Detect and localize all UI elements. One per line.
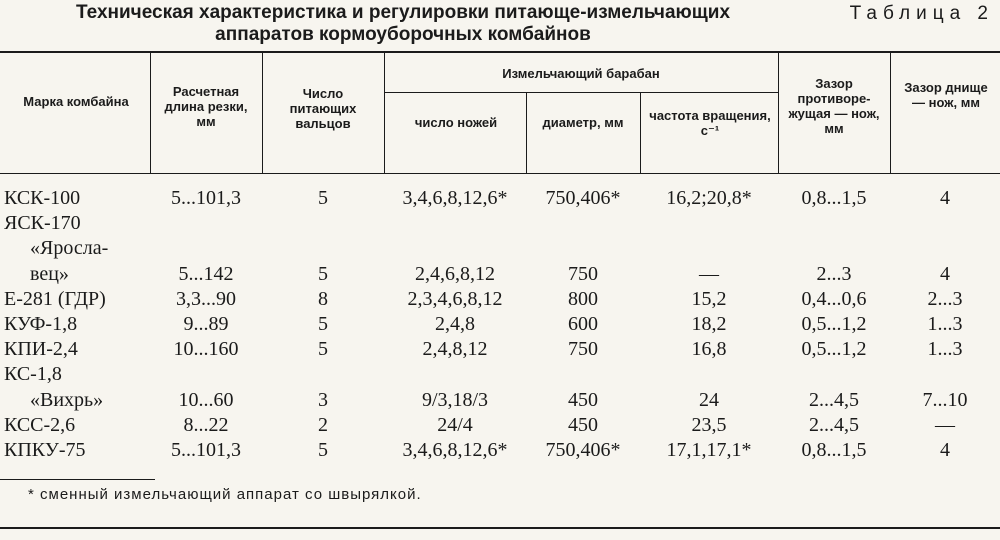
header-divider [526, 93, 527, 173]
table-cell-diam: 450 [568, 389, 598, 411]
table-title [8, 2, 798, 46]
table-cell-diam: 750 [568, 338, 598, 360]
header-gap-bottom-knife: Зазор днище — нож, мм [904, 80, 988, 110]
table-cell-gap1: 0,5...1,2 [801, 313, 867, 335]
header-divider [890, 53, 891, 173]
header-cut-length: Расчетная длина резки, мм [164, 84, 248, 129]
table-cell-cut: 8...22 [183, 414, 229, 436]
table-number: Таблица 2 [849, 3, 994, 24]
title-line-1: Техническая характеристика и регулировки питающе-измельчающих [75, 2, 731, 23]
title-line-2: аппаратов кормоуборочных комбайнов [215, 24, 591, 45]
table-cell-freq: 18,2 [691, 313, 727, 335]
table-cell-rolls: 5 [318, 338, 328, 360]
table-cell-brand: вец» [30, 263, 69, 285]
table-cell-knives: 2,3,4,6,8,12 [407, 288, 503, 310]
table-cell-freq: 24 [699, 389, 719, 411]
table-cell-gap2: 1...3 [927, 338, 963, 360]
header-divider [384, 53, 385, 173]
table-cell-brand: КС-1,8 [4, 363, 62, 385]
header-drum-group: Измельчающий барабан [502, 66, 660, 81]
table-cell-cut: 5...101,3 [171, 187, 241, 209]
table-cell-brand: КСК-100 [4, 187, 81, 209]
table-cell-rolls: 8 [318, 288, 328, 310]
table-cell-gap2: — [935, 414, 955, 436]
header-divider [778, 53, 779, 173]
header-diameter: диаметр, мм [542, 115, 624, 130]
table-cell-knives: 2,4,6,8,12 [415, 263, 495, 285]
table-cell-diam: 600 [568, 313, 598, 335]
table-cell-brand: ЯСК-170 [4, 212, 81, 234]
table-cell-freq: 16,8 [691, 338, 727, 360]
table-cell-freq: 16,2;20,8* [666, 187, 752, 209]
table-cell-gap2: 1...3 [927, 313, 963, 335]
header-bottom-rule [0, 173, 1000, 174]
table-cell-gap2: 4 [940, 187, 950, 209]
table-cell-brand: КУФ-1,8 [4, 313, 78, 335]
footnote-rule [0, 479, 155, 480]
table-cell-rolls: 5 [318, 263, 328, 285]
header-gap-counter-knife: Зазор противоре-жущая — нож, мм [788, 76, 880, 136]
table-cell-knives: 3,4,6,8,12,6* [402, 187, 508, 209]
header-divider [262, 53, 263, 173]
table-cell-brand: «Яросла- [30, 237, 109, 259]
table-cell-gap1: 2...4,5 [809, 414, 859, 436]
table-cell-brand: КСС-2,6 [4, 414, 76, 436]
table-cell-gap2: 4 [940, 263, 950, 285]
table-cell-gap1: 2...4,5 [809, 389, 859, 411]
bottom-rule [0, 527, 1000, 529]
drum-subheader-rule [384, 92, 778, 93]
table-cell-rolls: 5 [318, 187, 328, 209]
table-cell-freq: — [699, 263, 719, 285]
header-divider [640, 93, 641, 173]
table-cell-diam: 750,406* [545, 187, 621, 209]
table-cell-knives: 2,4,8 [435, 313, 475, 335]
table-cell-gap1: 0,5...1,2 [801, 338, 867, 360]
table-cell-brand: КПИ-2,4 [4, 338, 78, 360]
table-cell-gap2: 4 [940, 439, 950, 461]
table-cell-gap1: 2...3 [816, 263, 852, 285]
table-cell-freq: 23,5 [691, 414, 727, 436]
table-cell-rolls: 2 [318, 414, 328, 436]
table-cell-gap2: 7...10 [922, 389, 968, 411]
table-cell-diam: 750,406* [545, 439, 621, 461]
table-cell-knives: 2,4,8,12 [422, 338, 488, 360]
table-cell-cut: 10...60 [178, 389, 234, 411]
table-cell-diam: 800 [568, 288, 598, 310]
header-frequency: частота вращения, с⁻¹ [649, 108, 771, 138]
table-cell-gap1: 0,4...0,6 [801, 288, 867, 310]
table-cell-rolls: 5 [318, 313, 328, 335]
footnote: * сменный измельчающий аппарат со швырялкой. [28, 486, 422, 503]
table-cell-cut: 10...160 [173, 338, 239, 360]
table-cell-brand: «Вихрь» [30, 389, 104, 411]
header-feed-rolls: Число питающих вальцов [289, 86, 357, 131]
table-cell-knives: 9/3,18/3 [421, 389, 489, 411]
table-cell-knives: 24/4 [437, 414, 473, 436]
table-cell-cut: 3,3...90 [176, 288, 236, 310]
table-cell-cut: 5...101,3 [171, 439, 241, 461]
table-cell-rolls: 3 [318, 389, 328, 411]
table-cell-freq: 17,1,17,1* [666, 439, 752, 461]
table-cell-freq: 15,2 [691, 288, 727, 310]
table-cell-cut: 9...89 [183, 313, 229, 335]
table-cell-brand: Е-281 (ГДР) [4, 288, 106, 310]
table-cell-gap1: 0,8...1,5 [801, 439, 867, 461]
table-cell-gap1: 0,8...1,5 [801, 187, 867, 209]
header-divider [150, 53, 151, 173]
header-brand: Марка комбайна [23, 94, 129, 109]
table-cell-rolls: 5 [318, 439, 328, 461]
table-cell-cut: 5...142 [178, 263, 234, 285]
table-cell-brand: КПКУ-75 [4, 439, 86, 461]
table-cell-gap2: 2...3 [927, 288, 963, 310]
header-knives: число ножей [414, 115, 498, 130]
table-cell-diam: 750 [568, 263, 598, 285]
table-cell-diam: 450 [568, 414, 598, 436]
table-cell-knives: 3,4,6,8,12,6* [402, 439, 508, 461]
